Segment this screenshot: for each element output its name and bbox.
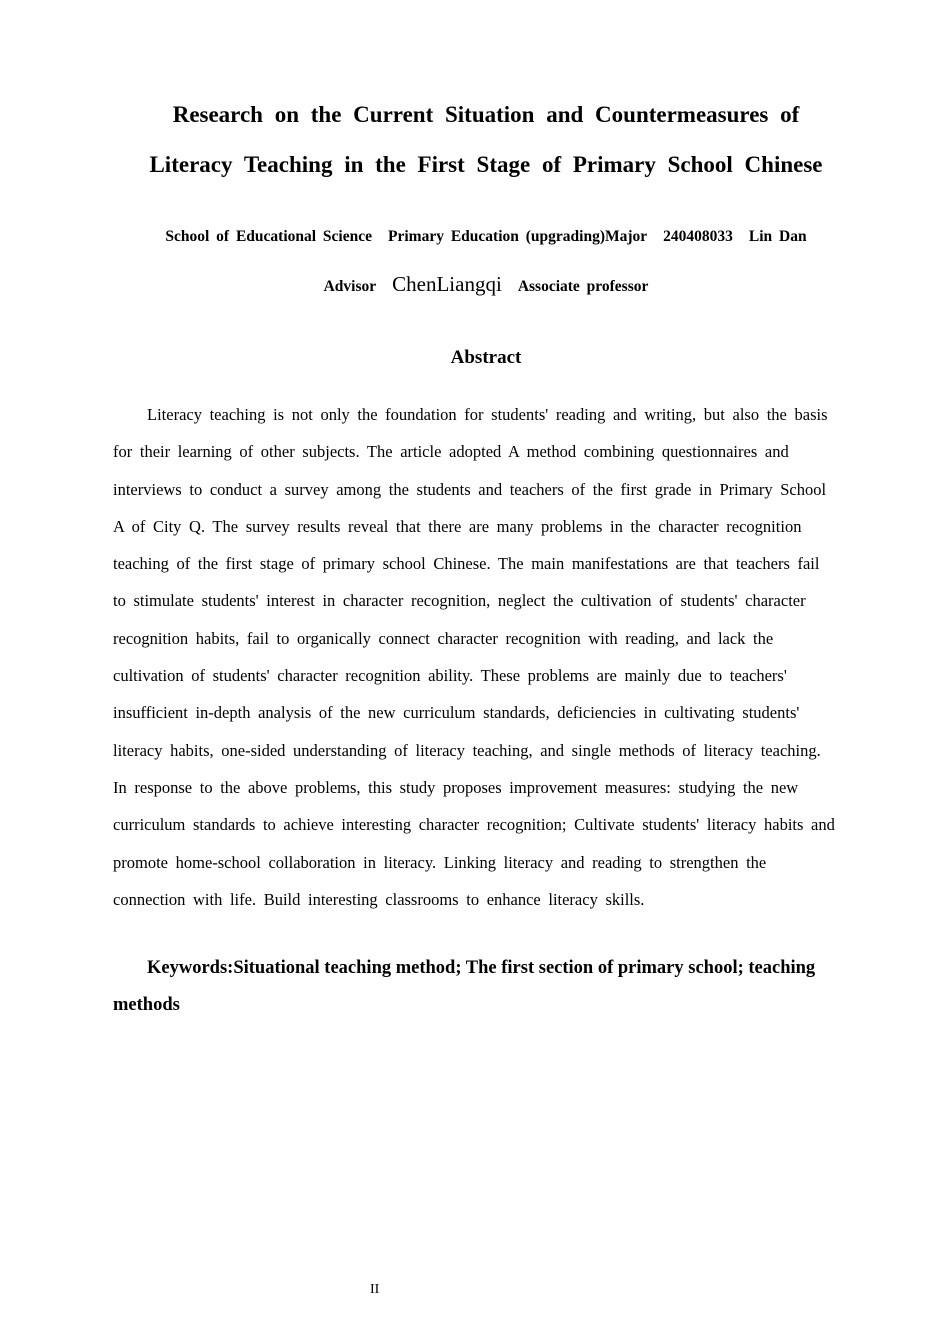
abstract-line: curriculum standards to achieve interesting character recognition; Cultivate students' literacy habits and (113, 815, 835, 835)
author-major: Primary Education (upgrading)Major (388, 228, 648, 245)
abstract-line: teaching of the first stage of primary school Chinese. The main manifestations are that teachers fail (113, 554, 820, 574)
advisor-title: Associate professor (517, 278, 649, 295)
advisor-label: Advisor (323, 278, 377, 295)
abstract-line: A of City Q. The survey results reveal that there are many problems in the character recognition (113, 516, 802, 536)
keywords-line-2: methods (113, 995, 180, 1015)
abstract-line: cultivation of students' character recognition ability. These problems are mainly due to teachers' (113, 666, 787, 686)
abstract-heading: Abstract (450, 347, 522, 368)
keywords-line-1: Keywords:Situational teaching method; The first section of primary school; teaching (147, 958, 816, 978)
abstract-line: for their learning of other subjects. The article adopted A method combining questionnaires and (113, 442, 789, 462)
advisor-name: ChenLiangqi (392, 272, 502, 296)
abstract-body (113, 396, 854, 918)
author-info (0, 228, 950, 246)
paper-title-line-2: Literacy Teaching in the First Stage of Primary School Chinese (149, 152, 823, 177)
advisor-info (0, 272, 950, 297)
author-name: Lin Dan (748, 228, 807, 245)
page-number: II (370, 1282, 380, 1297)
abstract-line: recognition habits, fail to organically connect character recognition with reading, and lack the (113, 628, 774, 648)
abstract-line: connection with life. Build interesting classrooms to enhance literacy skills. (113, 889, 645, 909)
author-student-id: 240408033 (663, 228, 733, 245)
author-school: School of Educational Science (165, 228, 372, 245)
keywords (113, 950, 854, 1024)
paper-title-line-1: Research on the Current Situation and Countermeasures of (172, 102, 800, 127)
abstract-line: In response to the above problems, this study proposes improvement measures: studying the new (113, 777, 799, 797)
abstract-line: Literacy teaching is not only the foundation for students' reading and writing, but also the basis (147, 405, 828, 424)
abstract-line: promote home-school collaboration in literacy. Linking literacy and reading to strengthen the (113, 852, 767, 872)
abstract-line: insufficient in-depth analysis of the new curriculum standards, deficiencies in cultivating students' (113, 703, 800, 723)
abstract-line: literacy habits, one-sided understanding of literacy teaching, and single methods of literacy teaching. (113, 740, 821, 760)
abstract-line: to stimulate students' interest in character recognition, neglect the cultivation of students' character (113, 591, 806, 611)
abstract-line: interviews to conduct a survey among the students and teachers of the first grade in Primary School (113, 479, 827, 499)
